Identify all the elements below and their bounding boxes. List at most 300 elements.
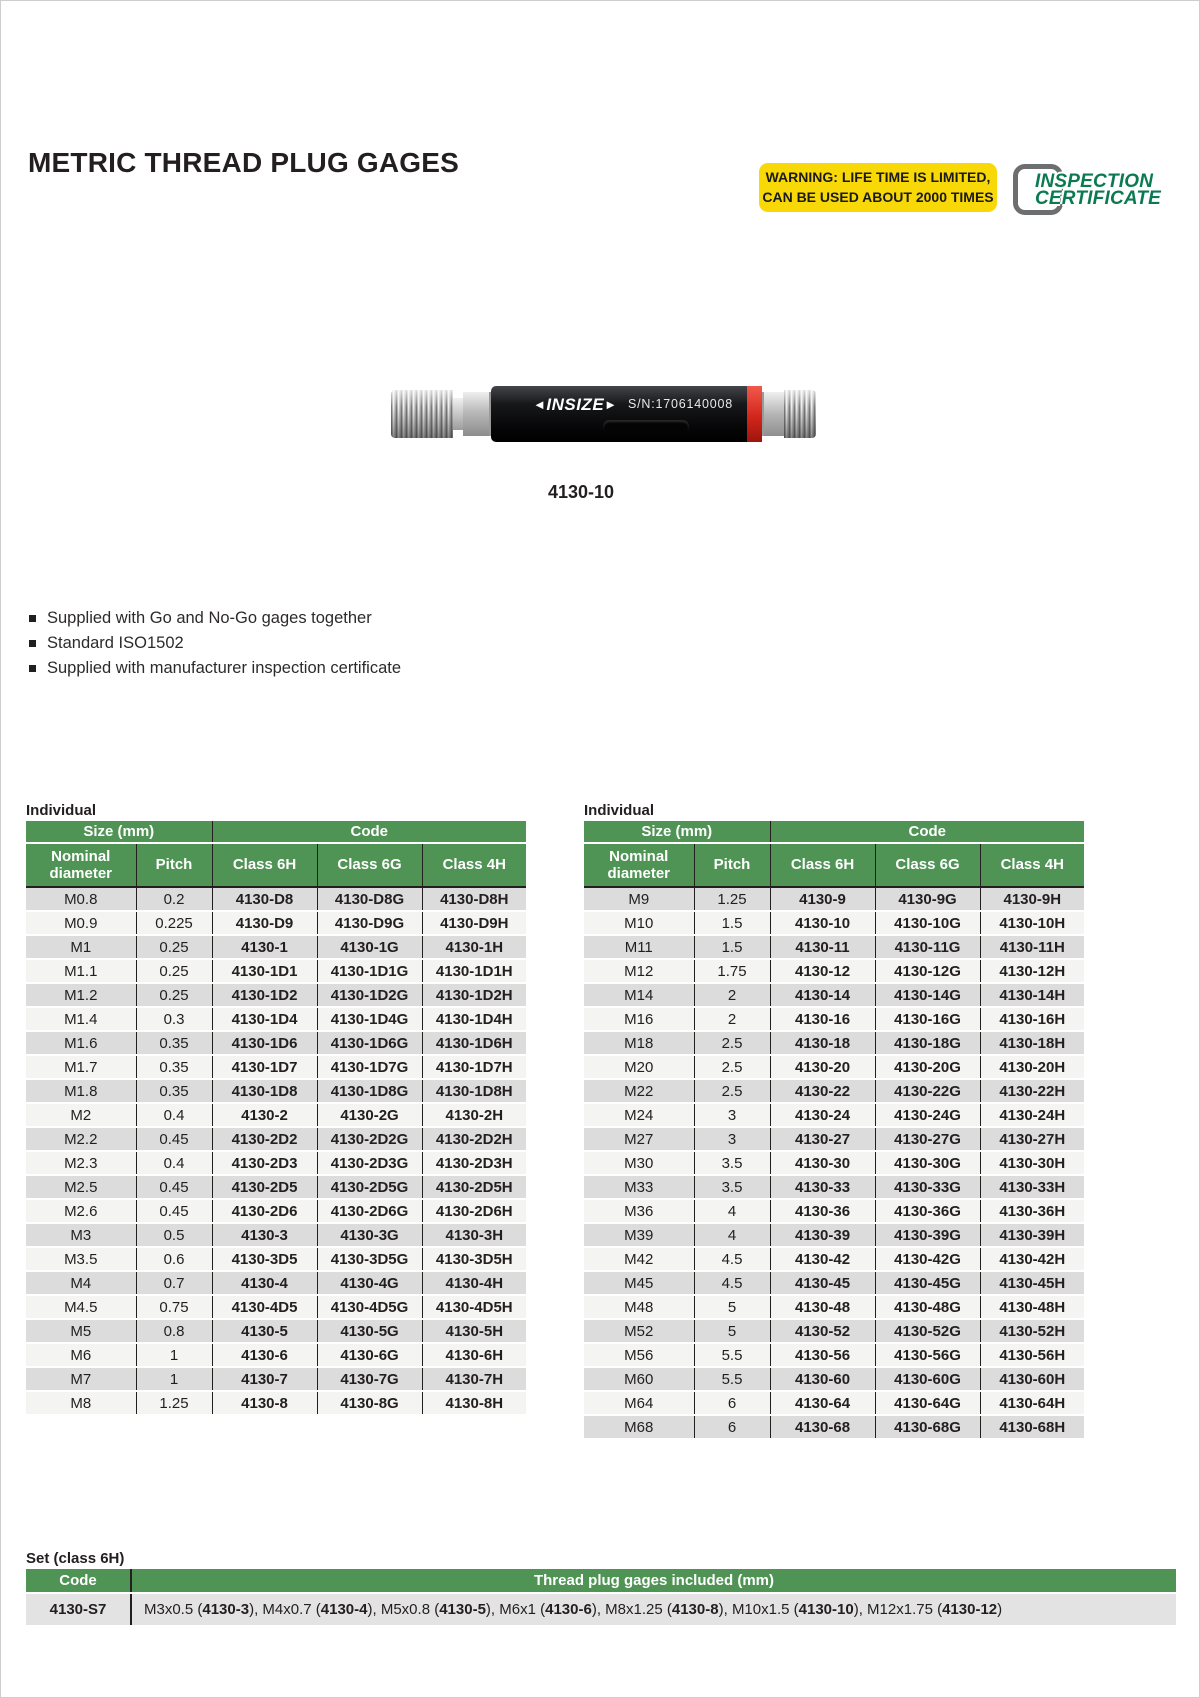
size-cell: 3 xyxy=(694,1127,770,1151)
size-cell: 6 xyxy=(694,1415,770,1439)
code-cell: 4130-4G xyxy=(317,1271,422,1295)
size-group-header: Size (mm) xyxy=(26,821,212,843)
code-cell: 4130-2D3G xyxy=(317,1151,422,1175)
size-cell: M2.5 xyxy=(26,1175,136,1199)
size-cell: 0.6 xyxy=(136,1247,212,1271)
table-row xyxy=(584,887,1084,911)
bullet-square-icon xyxy=(29,665,36,672)
size-cell: 4 xyxy=(694,1223,770,1247)
gage-collar-right xyxy=(762,392,784,436)
code-cell: 4130-52H xyxy=(980,1319,1084,1343)
size-cell: M2.3 xyxy=(26,1151,136,1175)
bullet-square-icon xyxy=(29,615,36,622)
code-cell: 4130-9H xyxy=(980,887,1084,911)
code-cell: 4130-1D2 xyxy=(212,983,317,1007)
code-cell: 4130-1D1 xyxy=(212,959,317,983)
set-table xyxy=(26,1569,1176,1625)
code-cell: 4130-7G xyxy=(317,1367,422,1391)
code-cell: 4130-68G xyxy=(875,1415,980,1439)
size-cell: 0.4 xyxy=(136,1151,212,1175)
code-cell: 4130-1D4H xyxy=(422,1007,526,1031)
code-cell: 4130-11 xyxy=(770,935,875,959)
individual-table-left xyxy=(26,821,526,1416)
gage-thread-left xyxy=(391,390,453,438)
size-cell: M1 xyxy=(26,935,136,959)
code-cell: 4130-8H xyxy=(422,1391,526,1415)
table-row xyxy=(26,887,526,911)
code-cell: 4130-D8G xyxy=(317,887,422,911)
code-cell: 4130-24H xyxy=(980,1103,1084,1127)
code-cell: 4130-7H xyxy=(422,1367,526,1391)
size-cell: 0.2 xyxy=(136,887,212,911)
individual-table-right xyxy=(584,821,1084,1440)
set-item-code: 4130-6 xyxy=(545,1601,592,1618)
inspection-certificate-logo xyxy=(1013,161,1183,217)
column-header-class-6g: Class 6G xyxy=(317,843,422,887)
size-cell: M7 xyxy=(26,1367,136,1391)
table-row xyxy=(584,1343,1084,1367)
code-cell: 4130-1D2H xyxy=(422,983,526,1007)
size-cell: M18 xyxy=(584,1031,694,1055)
set-label: Set (class 6H) xyxy=(26,1550,125,1567)
size-cell: 0.45 xyxy=(136,1175,212,1199)
code-cell: 4130-42G xyxy=(875,1247,980,1271)
column-header-pitch: Pitch xyxy=(694,843,770,887)
size-cell: 1 xyxy=(136,1367,212,1391)
code-cell: 4130-22H xyxy=(980,1079,1084,1103)
code-cell: 4130-64G xyxy=(875,1391,980,1415)
code-cell: 4130-36G xyxy=(875,1199,980,1223)
column-header-pitch: Pitch xyxy=(136,843,212,887)
table-row xyxy=(584,1151,1084,1175)
feature-item xyxy=(29,634,401,653)
code-cell: 4130-1D6G xyxy=(317,1031,422,1055)
code-cell: 4130-D9G xyxy=(317,911,422,935)
brand-logo xyxy=(533,395,618,415)
table-row xyxy=(26,1319,526,1343)
code-cell: 4130-D8 xyxy=(212,887,317,911)
size-cell: 2 xyxy=(694,983,770,1007)
column-header-nominal-diameter: Nominal diameter xyxy=(584,843,694,887)
code-cell: 4130-1D8G xyxy=(317,1079,422,1103)
size-cell: 0.35 xyxy=(136,1031,212,1055)
code-cell: 4130-2G xyxy=(317,1103,422,1127)
size-cell: 1.75 xyxy=(694,959,770,983)
code-cell: 4130-6H xyxy=(422,1343,526,1367)
code-cell: 4130-22 xyxy=(770,1079,875,1103)
code-cell: 4130-7 xyxy=(212,1367,317,1391)
gage-body xyxy=(491,386,747,442)
size-cell: 1.5 xyxy=(694,935,770,959)
brand-name: INSIZE xyxy=(546,395,605,414)
code-cell: 4130-14G xyxy=(875,983,980,1007)
set-table-row xyxy=(26,1593,1176,1625)
code-cell: 4130-16G xyxy=(875,1007,980,1031)
size-cell: 0.8 xyxy=(136,1319,212,1343)
size-cell: 1 xyxy=(136,1343,212,1367)
code-cell: 4130-33G xyxy=(875,1175,980,1199)
code-cell: 4130-22G xyxy=(875,1079,980,1103)
table-body-right xyxy=(584,887,1084,1439)
code-cell: 4130-1D6 xyxy=(212,1031,317,1055)
warning-line-2: CAN BE USED ABOUT 2000 TIMES xyxy=(762,188,994,205)
feature-list xyxy=(29,609,401,684)
code-cell: 4130-56H xyxy=(980,1343,1084,1367)
code-cell: 4130-39 xyxy=(770,1223,875,1247)
size-cell: 3.5 xyxy=(694,1151,770,1175)
size-cell: 4.5 xyxy=(694,1247,770,1271)
set-included-list: M3x0.5 (4130-3), M4x0.7 (4130-4), M5x0.8 (4130-5), M6x1 (4130-6), M8x1.25 (4130-8), M10x1.5 (4130-10), M12x1.75 (4130-12) xyxy=(131,1593,1176,1625)
size-cell: M42 xyxy=(584,1247,694,1271)
code-cell: 4130-48G xyxy=(875,1295,980,1319)
code-cell: 4130-3G xyxy=(317,1223,422,1247)
code-cell: 4130-64 xyxy=(770,1391,875,1415)
size-cell: 5 xyxy=(694,1319,770,1343)
table-row xyxy=(26,1271,526,1295)
size-cell: 0.75 xyxy=(136,1295,212,1319)
size-cell: M56 xyxy=(584,1343,694,1367)
size-cell: 6 xyxy=(694,1391,770,1415)
code-cell: 4130-1D4G xyxy=(317,1007,422,1031)
code-cell: 4130-12 xyxy=(770,959,875,983)
code-cell: 4130-8G xyxy=(317,1391,422,1415)
code-cell: 4130-39G xyxy=(875,1223,980,1247)
code-cell: 4130-52G xyxy=(875,1319,980,1343)
table-row xyxy=(26,1103,526,1127)
table-row xyxy=(584,1127,1084,1151)
table-row xyxy=(584,1199,1084,1223)
feature-item xyxy=(29,659,401,678)
table-row xyxy=(26,911,526,935)
code-cell: 4130-9G xyxy=(875,887,980,911)
size-cell: 2 xyxy=(694,1007,770,1031)
table-row xyxy=(584,959,1084,983)
code-cell: 4130-9 xyxy=(770,887,875,911)
size-cell: 0.35 xyxy=(136,1055,212,1079)
table-row xyxy=(584,1031,1084,1055)
code-cell: 4130-16H xyxy=(980,1007,1084,1031)
table-body-left xyxy=(26,887,526,1415)
table-row xyxy=(26,959,526,983)
size-cell: M52 xyxy=(584,1319,694,1343)
table-row xyxy=(26,1127,526,1151)
size-cell: 0.45 xyxy=(136,1127,212,1151)
size-cell: M9 xyxy=(584,887,694,911)
set-item-code: 4130-12 xyxy=(942,1601,998,1618)
table-row xyxy=(584,1007,1084,1031)
gage-groove xyxy=(603,420,689,433)
size-cell: 2.5 xyxy=(694,1031,770,1055)
size-cell: 0.225 xyxy=(136,911,212,935)
gage-collar-left xyxy=(463,392,491,436)
set-item-code: 4130-8 xyxy=(671,1601,719,1618)
individual-label-right: Individual xyxy=(584,802,655,819)
code-cell: 4130-1D6H xyxy=(422,1031,526,1055)
set-item-code: 4130-4 xyxy=(320,1601,368,1618)
code-cell: 4130-1D1G xyxy=(317,959,422,983)
code-cell: 4130-60H xyxy=(980,1367,1084,1391)
code-cell: 4130-45 xyxy=(770,1271,875,1295)
set-item-code: 4130-3 xyxy=(202,1601,250,1618)
code-cell: 4130-68H xyxy=(980,1415,1084,1439)
size-cell: M11 xyxy=(584,935,694,959)
table-row xyxy=(584,1367,1084,1391)
code-cell: 4130-3H xyxy=(422,1223,526,1247)
code-cell: 4130-48 xyxy=(770,1295,875,1319)
code-group-header: Code xyxy=(212,821,526,843)
product-code-caption: 4130-10 xyxy=(547,482,615,502)
code-cell: 4130-20G xyxy=(875,1055,980,1079)
code-cell: 4130-1 xyxy=(212,935,317,959)
size-cell: M45 xyxy=(584,1271,694,1295)
set-code-cell: 4130-S7 xyxy=(26,1593,131,1625)
code-cell: 4130-3D5H xyxy=(422,1247,526,1271)
code-cell: 4130-1G xyxy=(317,935,422,959)
size-cell: M60 xyxy=(584,1367,694,1391)
feature-item xyxy=(29,609,401,628)
size-cell: M20 xyxy=(584,1055,694,1079)
size-cell: M68 xyxy=(584,1415,694,1439)
code-cell: 4130-1D1H xyxy=(422,959,526,983)
serial-number: S/N:1706140008 xyxy=(627,397,733,411)
size-cell: 1.25 xyxy=(136,1391,212,1415)
size-cell: 5.5 xyxy=(694,1343,770,1367)
size-cell: 3.5 xyxy=(694,1175,770,1199)
table-row xyxy=(584,935,1084,959)
size-cell: M3.5 xyxy=(26,1247,136,1271)
code-cell: 4130-12H xyxy=(980,959,1084,983)
code-cell: 4130-1D7H xyxy=(422,1055,526,1079)
individual-label-left: Individual xyxy=(26,802,97,819)
size-cell: M1.6 xyxy=(26,1031,136,1055)
code-cell: 4130-16 xyxy=(770,1007,875,1031)
code-cell: 4130-1D8 xyxy=(212,1079,317,1103)
code-cell: 4130-5 xyxy=(212,1319,317,1343)
size-cell: 5.5 xyxy=(694,1367,770,1391)
code-cell: 4130-2D2 xyxy=(212,1127,317,1151)
table-row xyxy=(584,1055,1084,1079)
table-row xyxy=(26,1343,526,1367)
size-cell: M27 xyxy=(584,1127,694,1151)
certificate-logo-text xyxy=(1035,171,1162,209)
code-cell: 4130-14H xyxy=(980,983,1084,1007)
size-cell: 4.5 xyxy=(694,1271,770,1295)
code-cell: 4130-64H xyxy=(980,1391,1084,1415)
code-cell: 4130-36 xyxy=(770,1199,875,1223)
code-cell: 4130-6 xyxy=(212,1343,317,1367)
code-cell: 4130-18H xyxy=(980,1031,1084,1055)
size-cell: M1.2 xyxy=(26,983,136,1007)
code-cell: 4130-2D3H xyxy=(422,1151,526,1175)
code-cell: 4130-36H xyxy=(980,1199,1084,1223)
size-cell: M4 xyxy=(26,1271,136,1295)
size-cell: M33 xyxy=(584,1175,694,1199)
column-header-class-6h: Class 6H xyxy=(212,843,317,887)
size-cell: M4.5 xyxy=(26,1295,136,1319)
code-cell: 4130-2D2G xyxy=(317,1127,422,1151)
code-cell: 4130-D8H xyxy=(422,887,526,911)
size-cell: M3 xyxy=(26,1223,136,1247)
set-code-header: Code xyxy=(26,1569,131,1593)
code-cell: 4130-3 xyxy=(212,1223,317,1247)
code-cell: 4130-2D6G xyxy=(317,1199,422,1223)
code-cell: 4130-52 xyxy=(770,1319,875,1343)
code-cell: 4130-39H xyxy=(980,1223,1084,1247)
code-cell: 4130-10G xyxy=(875,911,980,935)
code-cell: 4130-2H xyxy=(422,1103,526,1127)
gage-red-band xyxy=(747,386,762,442)
size-cell: M2.6 xyxy=(26,1199,136,1223)
size-cell: M0.9 xyxy=(26,911,136,935)
code-cell: 4130-4D5 xyxy=(212,1295,317,1319)
code-cell: 4130-1H xyxy=(422,935,526,959)
code-cell: 4130-3D5 xyxy=(212,1247,317,1271)
size-cell: M5 xyxy=(26,1319,136,1343)
code-cell: 4130-24 xyxy=(770,1103,875,1127)
set-item-code: 4130-5 xyxy=(439,1601,486,1618)
table-row xyxy=(584,1223,1084,1247)
table-row xyxy=(26,1391,526,1415)
column-header-class-4h: Class 4H xyxy=(422,843,526,887)
code-cell: 4130-1D8H xyxy=(422,1079,526,1103)
gage-neck xyxy=(453,398,463,430)
size-cell: M22 xyxy=(584,1079,694,1103)
size-cell: M1.7 xyxy=(26,1055,136,1079)
table-row xyxy=(26,1295,526,1319)
product-photo xyxy=(391,384,816,444)
table-row xyxy=(584,1295,1084,1319)
code-cell: 4130-27 xyxy=(770,1127,875,1151)
size-cell: M39 xyxy=(584,1223,694,1247)
column-header-nominal-diameter: Nominal diameter xyxy=(26,843,136,887)
size-cell: 0.7 xyxy=(136,1271,212,1295)
size-cell: 2.5 xyxy=(694,1079,770,1103)
code-cell: 4130-4 xyxy=(212,1271,317,1295)
code-cell: 4130-2D5G xyxy=(317,1175,422,1199)
code-cell: 4130-6G xyxy=(317,1343,422,1367)
code-cell: 4130-33 xyxy=(770,1175,875,1199)
size-cell: 0.25 xyxy=(136,959,212,983)
warning-line-1: WARNING: LIFE TIME IS LIMITED, xyxy=(765,168,991,185)
code-cell: 4130-2D3 xyxy=(212,1151,317,1175)
code-cell: 4130-56 xyxy=(770,1343,875,1367)
size-cell: M0.8 xyxy=(26,887,136,911)
table-row xyxy=(26,1031,526,1055)
size-group-header: Size (mm) xyxy=(584,821,770,843)
brand-arrow-left-icon: ◄ xyxy=(533,397,547,412)
size-cell: M6 xyxy=(26,1343,136,1367)
feature-text: Supplied with manufacturer inspection certificate xyxy=(47,659,402,677)
code-cell: 4130-14 xyxy=(770,983,875,1007)
code-cell: 4130-30 xyxy=(770,1151,875,1175)
table-row xyxy=(26,1055,526,1079)
code-cell: 4130-D9H xyxy=(422,911,526,935)
brand-arrow-right-icon: ► xyxy=(604,397,618,412)
size-cell: M1.8 xyxy=(26,1079,136,1103)
code-cell: 4130-60 xyxy=(770,1367,875,1391)
size-cell: M64 xyxy=(584,1391,694,1415)
code-cell: 4130-20H xyxy=(980,1055,1084,1079)
code-cell: 4130-3D5G xyxy=(317,1247,422,1271)
table-row xyxy=(584,1247,1084,1271)
size-cell: M2 xyxy=(26,1103,136,1127)
table-row xyxy=(584,1079,1084,1103)
code-cell: 4130-8 xyxy=(212,1391,317,1415)
code-cell: 4130-18G xyxy=(875,1031,980,1055)
table-row xyxy=(584,1271,1084,1295)
column-header-class-6g: Class 6G xyxy=(875,843,980,887)
code-cell: 4130-27G xyxy=(875,1127,980,1151)
table-row xyxy=(26,1079,526,1103)
size-cell: M14 xyxy=(584,983,694,1007)
code-cell: 4130-30H xyxy=(980,1151,1084,1175)
table-row xyxy=(584,1175,1084,1199)
page-title: METRIC THREAD PLUG GAGES xyxy=(28,147,460,178)
table-row xyxy=(26,983,526,1007)
size-cell: M1.1 xyxy=(26,959,136,983)
code-cell: 4130-11G xyxy=(875,935,980,959)
code-cell: 4130-11H xyxy=(980,935,1084,959)
code-cell: 4130-D9 xyxy=(212,911,317,935)
table-row xyxy=(584,1415,1084,1439)
table-row xyxy=(26,1007,526,1031)
column-header-class-4h: Class 4H xyxy=(980,843,1084,887)
size-cell: M8 xyxy=(26,1391,136,1415)
size-cell: 0.3 xyxy=(136,1007,212,1031)
table-row xyxy=(26,1367,526,1391)
table-row xyxy=(26,1223,526,1247)
certificate-logo-line-1: INSPECTION xyxy=(1035,171,1154,192)
size-cell: 0.35 xyxy=(136,1079,212,1103)
size-cell: 1.5 xyxy=(694,911,770,935)
gage-thread-right xyxy=(784,390,816,438)
code-cell: 4130-45H xyxy=(980,1271,1084,1295)
set-item-code: 4130-10 xyxy=(798,1601,854,1618)
code-cell: 4130-60G xyxy=(875,1367,980,1391)
table-row xyxy=(26,935,526,959)
code-cell: 4130-10 xyxy=(770,911,875,935)
code-cell: 4130-4H xyxy=(422,1271,526,1295)
table-row xyxy=(26,1151,526,1175)
code-cell: 4130-2D6H xyxy=(422,1199,526,1223)
size-cell: 1.25 xyxy=(694,887,770,911)
table-row xyxy=(584,1103,1084,1127)
size-cell: M12 xyxy=(584,959,694,983)
table-row xyxy=(584,983,1084,1007)
size-cell: 4 xyxy=(694,1199,770,1223)
size-cell: M24 xyxy=(584,1103,694,1127)
code-group-header: Code xyxy=(770,821,1084,843)
code-cell: 4130-5H xyxy=(422,1319,526,1343)
code-cell: 4130-4D5H xyxy=(422,1295,526,1319)
code-cell: 4130-1D2G xyxy=(317,983,422,1007)
column-header-class-6h: Class 6H xyxy=(770,843,875,887)
code-cell: 4130-2D6 xyxy=(212,1199,317,1223)
size-cell: 2.5 xyxy=(694,1055,770,1079)
code-cell: 4130-2D2H xyxy=(422,1127,526,1151)
warning-badge xyxy=(759,163,997,212)
size-cell: M48 xyxy=(584,1295,694,1319)
code-cell: 4130-27H xyxy=(980,1127,1084,1151)
bullet-square-icon xyxy=(29,640,36,647)
code-cell: 4130-18 xyxy=(770,1031,875,1055)
feature-text: Supplied with Go and No-Go gages together xyxy=(47,609,372,627)
code-cell: 4130-33H xyxy=(980,1175,1084,1199)
code-cell: 4130-48H xyxy=(980,1295,1084,1319)
code-cell: 4130-24G xyxy=(875,1103,980,1127)
code-cell: 4130-42H xyxy=(980,1247,1084,1271)
size-cell: M2.2 xyxy=(26,1127,136,1151)
